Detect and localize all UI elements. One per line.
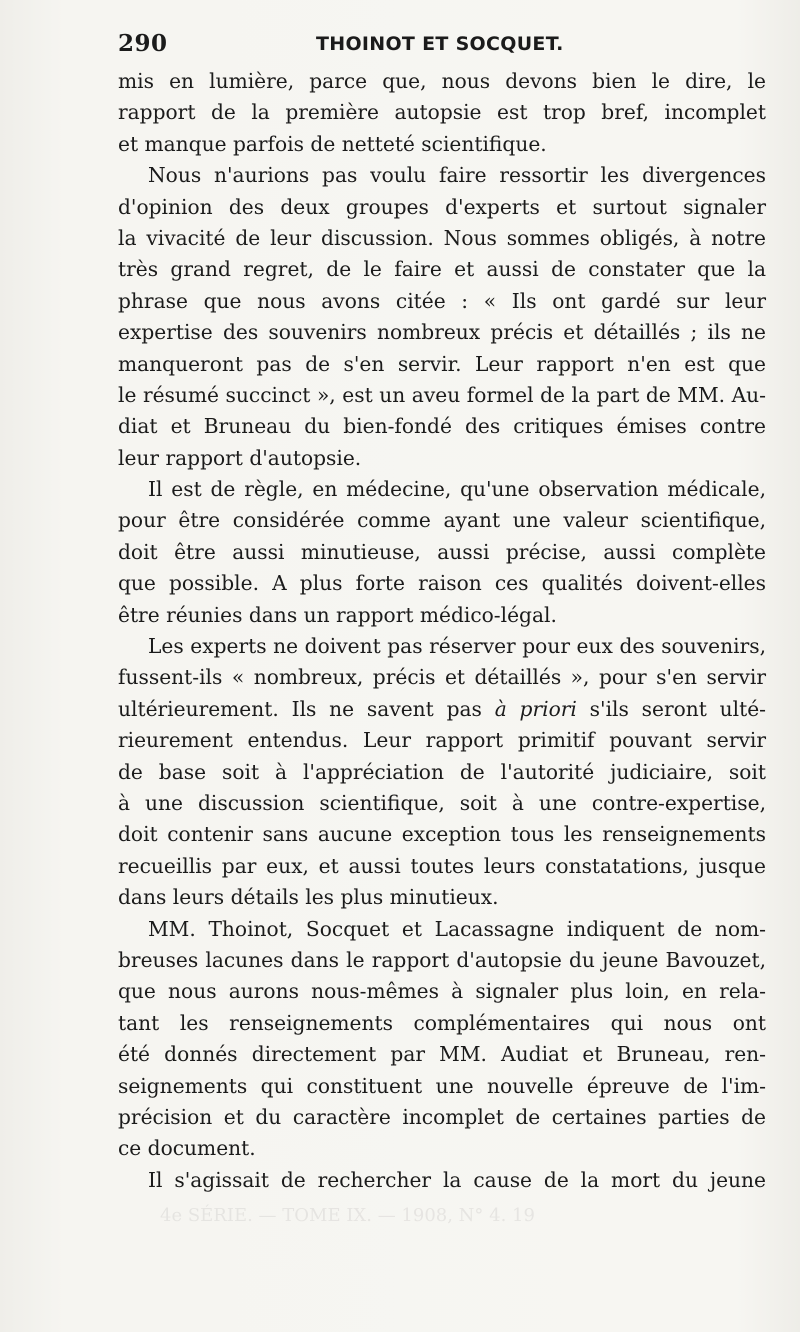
- text-line: d'opinion des deux groupes d'experts et surtout signaler: [118, 194, 766, 219]
- show-through-footer: 4e SÉRIE. — TOME IX. — 1908, N° 4. 19: [160, 1205, 535, 1226]
- text-line: et manque parfois de netteté scientifique.: [118, 131, 547, 156]
- text-line: été donnés directement par MM. Audiat et Bruneau, ren-: [118, 1042, 766, 1067]
- text-line: fussent-ils « nombreux, précis et détaillés », pour s'en servir: [118, 665, 766, 690]
- text-line: seignements qui constituent une nouvelle épreuve de l'im-: [118, 1073, 766, 1098]
- text-line: Nous n'aurions pas voulu faire ressortir les divergences: [148, 163, 766, 188]
- text-line: expertise des souvenirs nombreux précis et détaillés ; ils ne: [118, 320, 766, 345]
- running-head: [118, 30, 768, 62]
- text-line: dans leurs détails les plus minutieux.: [118, 885, 499, 910]
- text-line: précision et du caractère incomplet de certaines parties de: [118, 1104, 766, 1129]
- text-line: que possible. A plus forte raison ces qualités doivent-elles: [118, 571, 766, 596]
- text-line: Il s'agissait de rechercher la cause de la mort du jeune: [148, 1167, 766, 1192]
- text-line: recueillis par eux, et aussi toutes leurs constatations, jusque: [118, 853, 766, 878]
- text-line: à une discussion scientifique, soit à une contre-expertise,: [118, 790, 766, 815]
- text-line: le résumé succinct », est un aveu formel de la part de MM. Au-: [118, 382, 766, 407]
- text-line: Les experts ne doivent pas réserver pour eux des souvenirs,: [148, 634, 766, 659]
- text-line: [118, 694, 766, 725]
- italic-run: à priori: [494, 696, 577, 721]
- text-run: s'ils seront ulté-: [576, 696, 767, 721]
- text-line: que nous aurons nous-mêmes à signaler plus loin, en rela-: [118, 979, 766, 1004]
- text-line: doit contenir sans aucune exception tous les renseignements: [118, 822, 766, 847]
- text-line: leur rapport d'autopsie.: [118, 445, 362, 470]
- text-line: très grand regret, de le faire et aussi de constater que la: [118, 257, 766, 282]
- body-text: [118, 66, 766, 1196]
- text-line: diat et Bruneau du bien-fondé des critiques émises contre: [118, 414, 766, 439]
- text-run: ultérieurement. Ils ne savent pas: [118, 696, 495, 721]
- text-line: mis en lumière, parce que, nous devons bien le dire, le: [118, 69, 766, 93]
- text-line: pour être considérée comme ayant une valeur scientifique,: [118, 508, 766, 533]
- text-line: tant les renseignements complémentaires qui nous ont: [118, 1010, 766, 1035]
- text-line: ce document.: [118, 1136, 256, 1161]
- text-line: MM. Thoinot, Socquet et Lacassagne indiquent de nom-: [148, 916, 766, 941]
- text-line: rapport de la première autopsie est trop bref, incomplet: [118, 100, 766, 125]
- text-line: de base soit à l'appréciation de l'autorité judiciaire, soit: [118, 759, 766, 784]
- text-line: rieurement entendus. Leur rapport primitif pouvant servir: [118, 728, 766, 753]
- text-line: phrase que nous avons citée : « Ils ont gardé sur leur: [118, 288, 766, 313]
- text-line: la vivacité de leur discussion. Nous sommes obligés, à notre: [118, 225, 766, 250]
- text-line: être réunies dans un rapport médico-légal.: [118, 602, 557, 627]
- page-number: 290: [118, 30, 168, 57]
- running-title: THOINOT ET SOCQUET.: [316, 33, 564, 55]
- text-line: doit être aussi minutieuse, aussi précise, aussi complète: [118, 539, 766, 564]
- text-line: Il est de règle, en médecine, qu'une observation médicale,: [148, 477, 766, 502]
- text-line: manqueront pas de s'en servir. Leur rapport n'en est que: [118, 351, 766, 376]
- text-line: breuses lacunes dans le rapport d'autopsie du jeune Bavouzet,: [118, 947, 766, 972]
